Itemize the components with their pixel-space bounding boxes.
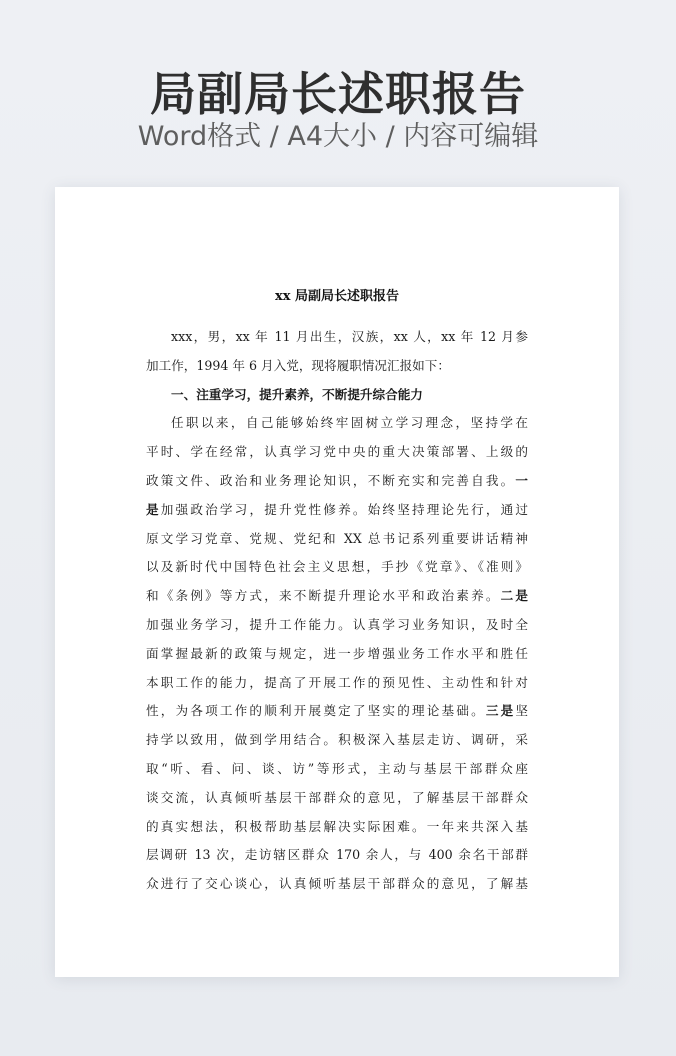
body-line: 谈交流，认真倾听基层干部群众的意见，了解基层干部群众 xyxy=(146,789,528,805)
document-title: xx 局副局长述职报告 xyxy=(274,289,400,304)
banner-subtitle: Word格式 / A4大小 / 内容可编辑 xyxy=(137,121,539,152)
body-line: 是加强政治学习，提升党性修养。始终坚持理论先行，通过 xyxy=(146,501,528,517)
body-line: xxx，男，xx 年 11 月出生，汉族，xx 人，xx 年 12 月参 xyxy=(171,329,528,344)
body-line: 和《条例》等方式，来不断提升理论水平和政治素养。二是 xyxy=(146,588,528,604)
body-line: 性，为各项工作的顺利开展奠定了坚实的理论基础。三是坚 xyxy=(146,703,528,719)
document-body xyxy=(146,323,528,899)
section-heading: 一、注重学习，提升素养，不断提升综合能力 xyxy=(171,386,423,402)
body-line: 平时、学在经常，认真学习党中央的重大决策部署、上级的 xyxy=(146,444,528,460)
body-line: 以及新时代中国特色社会主义思想，手抄《党章》、《准则》 xyxy=(146,559,528,575)
banner-title: 局副局长述职报告 xyxy=(150,67,526,121)
body-line: 众进行了交心谈心，认真倾听基层干部群众的意见，了解基 xyxy=(146,876,528,892)
body-line: 持学以致用，做到学用结合。积极深入基层走访、调研，采 xyxy=(146,732,528,748)
body-line: 面掌握最新的政策与规定，进一步增强业务工作水平和胜任 xyxy=(146,645,528,661)
body-line: 的真实想法，积极帮助基层解决实际困难。一年来共深入基 xyxy=(146,818,528,834)
body-line: 层调研 13 次，走访辖区群众 170 余人，与 400 余名干部群 xyxy=(146,847,528,863)
body-line: 取“听、看、问、谈、访”等形式，主动与基层干部群众座 xyxy=(146,760,528,776)
body-line: 任职以来，自己能够始终牢固树立学习理念，坚持学在 xyxy=(171,415,528,431)
body-line: 加工作，1994 年 6 月入党，现将履职情况汇报如下： xyxy=(146,357,450,373)
body-line: 政策文件、政治和业务理论知识，不断充实和完善自我。一 xyxy=(146,472,528,488)
document-page xyxy=(55,187,619,977)
body-line: 加强业务学习，提升工作能力。认真学习业务知识，及时全 xyxy=(146,616,528,632)
body-line: 原文学习党章、党规、党纪和 XX 总书记系列重要讲话精神 xyxy=(146,530,528,546)
body-line: 本职工作的能力，提高了开展工作的预见性、主动性和针对 xyxy=(146,674,528,690)
